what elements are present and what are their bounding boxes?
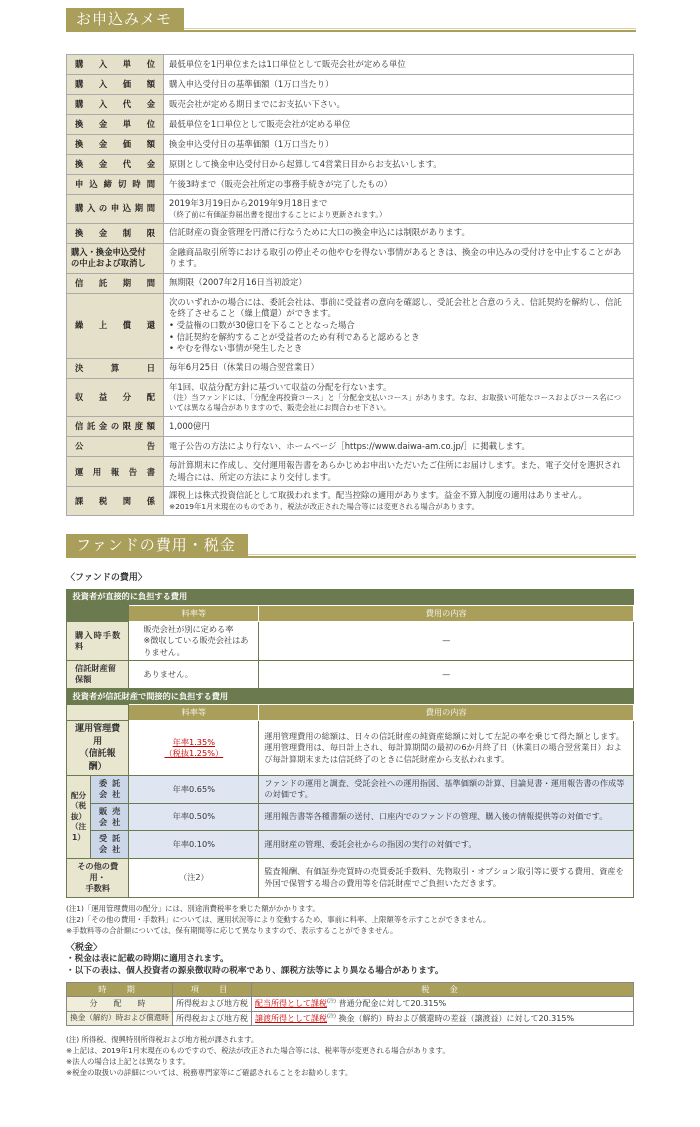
col-rate-2: 料率等: [129, 704, 259, 720]
memo-row: [67, 55, 634, 75]
memo-label: 収 益 分 配: [67, 378, 164, 417]
retention-label: 信託財産留保額: [67, 661, 129, 689]
col-content-2: 費用の内容: [259, 704, 634, 720]
memo-value: [164, 155, 634, 175]
split-content-2: 運用報告書等各種書類の送付、口座内でのファンドの管理、購入後の情報提供等の対価です。: [259, 803, 634, 831]
memo-value: [164, 437, 634, 457]
tax-bullet-2: ・以下の表は、個人投資者の源泉徴収時の税率であり、課税方法等により異なる場合があります。: [66, 966, 444, 977]
tax-col-tax: 税 金: [252, 983, 634, 997]
memo-row: [67, 155, 634, 175]
cost-note-3: ※手数料等の合計額については、保有期間等に応じて異なりますので、表示することができません。: [66, 925, 398, 935]
memo-label: 課 税 関 係: [67, 487, 164, 516]
tax-desc-1: [252, 997, 634, 1011]
memo-note: （終了前に有価証券届出書を提出することにより更新されます。）: [169, 209, 387, 219]
memo-value: [164, 273, 634, 293]
fund-costs-heading: 〈ファンドの費用〉: [66, 573, 147, 584]
tax-type-1: 配当所得として課税: [255, 999, 327, 1009]
memo-row: [67, 195, 634, 224]
memo-row: [67, 175, 634, 195]
mgmt-fee-label: 運用管理費用 （信託報酬）: [67, 721, 129, 776]
tax-type-2: 譲渡所得として課税: [255, 1013, 327, 1023]
tax-heading: 〈税金〉: [66, 943, 103, 954]
memo-text: 次のいずれかの場合には、委託会社は、事前に受益者の意向を確認し、受託会社と合意のうえ、信託契約を解約し、信託を終了させること（繰上償還）ができます。: [169, 296, 622, 319]
memo-label: 公 告: [67, 437, 164, 457]
split-name-1: 委託会社: [91, 775, 129, 803]
split-name-3: 受託会社: [91, 831, 129, 859]
split-name-2: 販売会社: [91, 803, 129, 831]
memo-note: ※2019年1月末現在のものであり、税法が改正された場合等には変更される場合があります。: [169, 502, 479, 512]
memo-label: 繰 上 償 還: [67, 293, 164, 358]
memo-value: [164, 55, 634, 75]
memo-text: 購入申込受付日の基準価額（1万口当たり）: [169, 78, 334, 89]
other-fee-content: 監査報酬、有価証券売買時の売買委託手数料、先物取引・オプション取引等に要する費用、資産を外国で保管する場合の費用等を信託財産でご負担いただきます。: [259, 858, 634, 897]
memo-banner: [66, 8, 634, 34]
col-rate: 料率等: [129, 605, 259, 621]
memo-value: [164, 95, 634, 115]
fee-table: [66, 589, 634, 897]
cost-notes: [66, 903, 634, 936]
memo-row: [67, 95, 634, 115]
memo-text: 金融商品取引所等における取引の停止その他やむを得ない事情があるときは、換金の申込みの受付けを中止することがあります。: [169, 246, 622, 269]
memo-row: [67, 293, 634, 358]
memo-text: 課税上は株式投資信託として取扱われます。配当控除の適用があります。益金不算入制度の適用はありません。: [169, 490, 587, 501]
memo-text: 信託財産の資金管理を円滑に行なうために大口の換金申込には制限があります。: [169, 227, 470, 238]
other-fee-rate: （注2）: [129, 858, 259, 897]
split-rate-1: 年率0.65%: [129, 775, 259, 803]
tax-table: [66, 982, 634, 1025]
memo-label: 換 金 単 位: [67, 115, 164, 135]
memo-label: 購入の申込期間: [67, 195, 164, 224]
memo-label: 申込締切時間: [67, 175, 164, 195]
memo-text: 最低単位を1口単位として販売会社が定める単位: [169, 118, 351, 129]
tax-item-1: 所得税および地方税: [173, 997, 252, 1011]
indirect-costs-bar: 投資者が信託財産で間接的に負担する費用: [67, 688, 634, 704]
mgmt-rate-incl: 年率1.35%: [172, 736, 216, 747]
memo-text: 換金申込受付日の基準価額（1万口当たり）: [169, 138, 334, 149]
memo-value: [164, 358, 634, 378]
memo-bullet: • 信託契約を解約することが受益者のため有利であると認めるとき: [169, 331, 420, 342]
memo-value: [164, 417, 634, 437]
tax-notes: [66, 1034, 634, 1078]
page: [66, 8, 634, 1078]
memo-label: 購 入 代 金: [67, 95, 164, 115]
split-rate-3: 年率0.10%: [129, 831, 259, 859]
retention-rate: ありません。: [129, 661, 259, 689]
memo-value: [164, 378, 634, 417]
memo-text: 2019年3月19日から2019年9月18日まで: [169, 198, 328, 208]
memo-bullet: • やむを得ない事情が発生したとき: [169, 343, 303, 354]
cost-note-1: (注1)「運用管理費用の配分」には、別途消費税率を乗じた額がかかります。: [66, 903, 320, 913]
memo-label: 決 算 日: [67, 358, 164, 378]
memo-bullet: • 受益権の口数が30億口を下ることとなった場合: [169, 319, 355, 330]
split-rate-2: 年率0.50%: [129, 803, 259, 831]
mgmt-rate-excl: （税抜1.25%）: [164, 748, 224, 759]
memo-row: [67, 378, 634, 417]
memo-value: [164, 135, 634, 155]
memo-label: 換 金 代 金: [67, 155, 164, 175]
tax-item-2: 所得税および地方税: [173, 1011, 252, 1025]
memo-row: [67, 243, 634, 273]
memo-text: 電子公告の方法により行ない、ホームページ［https://www.daiwa-am.co.jp/］に掲載します。: [169, 441, 530, 451]
purchase-fee-rate: 販売会社が別に定める率 ※徴収している販売会社はありません。: [129, 622, 259, 661]
tax-rate-1: 普通分配金に対して20.315%: [338, 999, 447, 1009]
memo-title: お申込みメモ: [66, 8, 184, 30]
memo-label: 購 入 価 額: [67, 75, 164, 95]
tax-row: [67, 997, 634, 1011]
memo-label: 信 託 期 間: [67, 273, 164, 293]
memo-label: 運用報告書: [67, 457, 164, 487]
memo-label: 信託金の限度額: [67, 417, 164, 437]
costs-banner: [66, 534, 634, 560]
purchase-fee-label: 購入時手数料: [67, 622, 129, 661]
memo-text: 毎年6月25日（休業日の場合翌営業日）: [169, 362, 319, 373]
memo-label: 購入・換金申込受付 の中止および取消し: [67, 243, 164, 273]
memo-value: [164, 75, 634, 95]
memo-text: 1,000億円: [169, 421, 210, 431]
direct-costs-bar: 投資者が直接的に負担する費用: [67, 589, 634, 605]
tax-desc-2: [252, 1011, 634, 1025]
memo-row: [67, 115, 634, 135]
memo-value: [164, 195, 634, 224]
memo-value: [164, 487, 634, 516]
tax-when-1: 分 配 時: [67, 997, 173, 1011]
retention-content: —: [259, 661, 634, 689]
memo-note: （注）当ファンドには、「分配金再投資コース」と「分配金支払いコース」があります。なお、お取扱い可能なコースおよびコース名については異なる場合がありますので、販売会社にお問合わせ下さい。: [169, 393, 622, 413]
tax-sup-2: (注): [327, 1012, 336, 1019]
memo-value: [164, 293, 634, 358]
tax-sup-1: (注): [327, 998, 336, 1005]
tax-bullet-1: ・税金は表に記載の時期に適用されます。: [66, 954, 229, 965]
memo-text: 無期限（2007年2月16日当初設定）: [169, 277, 307, 288]
memo-text: 販売会社が定める期日までにお支払い下さい。: [169, 98, 345, 109]
other-fee-label: その他の費用・ 手数料: [67, 858, 129, 897]
tax-note-4: ※税金の取扱いの詳細については、税務専門家等にご確認されることをお勧めします。: [66, 1067, 353, 1077]
memo-label: 換 金 制 限: [67, 223, 164, 243]
memo-row: [67, 135, 634, 155]
tax-note-3: ※法人の場合は上記とは異なります。: [66, 1056, 190, 1066]
tax-rate-2: 換金（解約）時および償還時の差益（譲渡益）に対して20.315%: [338, 1013, 575, 1023]
memo-row: [67, 417, 634, 437]
costs-title: ファンドの費用・税金: [66, 534, 248, 556]
tax-row: [67, 1011, 634, 1025]
memo-text: 原則として換金申込受付日から起算して4営業日目からお支払いします。: [169, 158, 442, 169]
memo-label: 換 金 価 額: [67, 135, 164, 155]
memo-row: [67, 437, 634, 457]
memo-row: [67, 223, 634, 243]
memo-value: [164, 243, 634, 273]
split-content-3: 運用財産の管理、委託会社からの指図の実行の対価です。: [259, 831, 634, 859]
tax-note-1: (注) 所得税、復興特別所得税および地方税が課されます。: [66, 1034, 259, 1044]
memo-text: 毎計算期末に作成し、交付運用報告書をあらかじめお申出いただいたご住所にお届けします。また、電子交付を選択された場合には、所定の方法により交付します。: [169, 460, 621, 482]
memo-row: [67, 75, 634, 95]
tax-note-2: ※上記は、2019年1月末現在のものですので、税法が改正された場合等には、税率等が変更される場合があります。: [66, 1045, 450, 1055]
memo-value: [164, 175, 634, 195]
split-content-1: ファンドの運用と調査、受託会社への運用指図、基準価額の計算、目論見書・運用報告書の作成等の対価です。: [259, 775, 634, 803]
tax-bullets: [66, 954, 634, 978]
mgmt-fee-content: 運用管理費用の総額は、日々の信託財産の純資産総額に対して左記の率を乗じて得た額とします。運用管理費用は、毎日計上され、毎計算期間の最初の6か月終了日（休業日の場合翌営業日）および毎計算期末または信託終了のときに信託財産から支払われます。: [259, 721, 634, 776]
memo-row: [67, 487, 634, 516]
memo-row: [67, 358, 634, 378]
cost-note-2: (注2)「その他の費用・手数料」については、運用状況等により変動するため、事前に料率、上限額等を示すことができません。: [66, 914, 491, 924]
tax-when-2: 換金（解約）時および償還時: [67, 1011, 173, 1025]
col-content: 費用の内容: [259, 605, 634, 621]
memo-table: [66, 54, 634, 516]
purchase-fee-content: —: [259, 622, 634, 661]
memo-row: [67, 273, 634, 293]
memo-value: [164, 457, 634, 487]
memo-value: [164, 223, 634, 243]
memo-text: 最低単位を1円単位または1口単位として販売会社が定める単位: [169, 58, 406, 69]
memo-value: [164, 115, 634, 135]
memo-text: 午後3時まで（販売会社所定の事務手続きが完了したもの）: [169, 178, 393, 189]
memo-label: 購 入 単 位: [67, 55, 164, 75]
memo-text: 年1回、収益分配方針に基づいて収益の分配を行ないます。: [169, 381, 392, 392]
mgmt-fee-rate: [129, 721, 259, 776]
tax-col-item: 項 目: [173, 983, 252, 997]
memo-row: [67, 457, 634, 487]
split-label: 配分 （税抜） （注1）: [67, 775, 91, 858]
tax-col-when: 時 期: [67, 983, 173, 997]
